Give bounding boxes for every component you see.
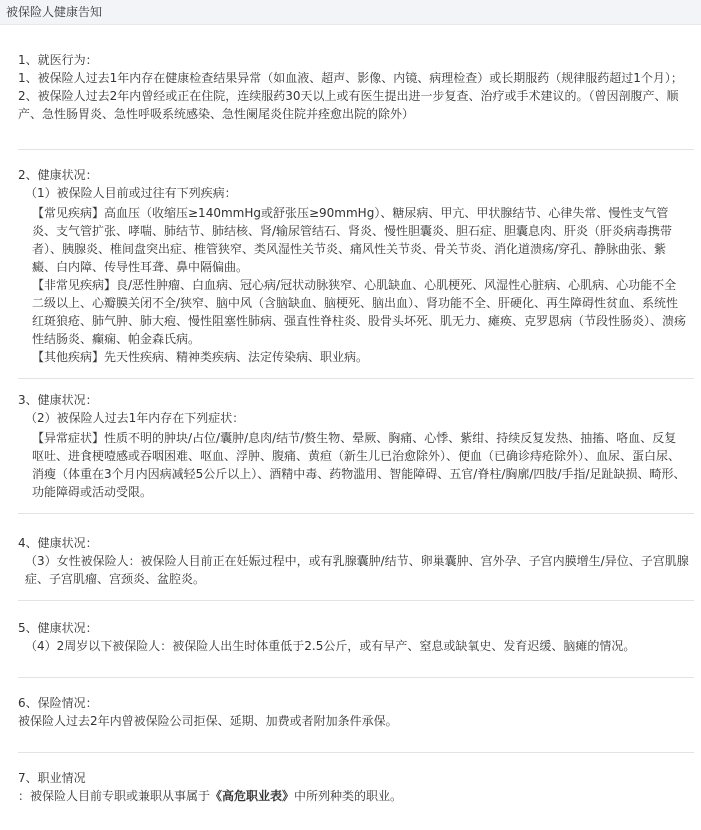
section-text: （4）2周岁以下被保险人：被保险人出生时体重低于2.5公斤，或有早产、窒息或缺氧史、发育迟缓、脑瘫的情况。 [25,639,636,653]
section-heading: 3、健康状况： [18,393,98,407]
common-diseases: 【常见疾病】高血压（收缩压≥140mmHg或舒张压≥90mmHg）、糖尿病、甲亢、甲状腺结节、心律失常、慢性支气管炎、支气管扩张、哮喘、肺结节、肺结核、肾/输尿管结石、肾炎、慢性胆囊炎、胆石症、胆囊息肉、肝炎（肝炎病毒携带者）、胰腺炎、椎间盘突出症、椎管狭窄、类风湿性关节炎、痛风性关节炎、骨关节炎、消化道溃疡/穿孔、静脉曲张、紫癜、白内障、传导性耳聋、鼻中隔偏曲。 [32,206,673,274]
high-risk-occupation-link[interactable]: 《高危职业表》 [210,789,295,803]
abnormal-symptoms: 【异常症状】性质不明的肿块/占位/囊肿/息肉/结节/赘生物、晕厥、胸痛、心悸、紫绀、持续反复发热、抽搐、咯血、反复呕吐、进食梗噎感或吞咽困难、呕血、浮肿、腹痛、黄疸（新生儿已治愈除外）、便血（已确诊痔疮除外）、血尿、蛋白尿、消瘦（体重在3个月内因病减轻5公斤以上）、酒精中毒、药物滥用、智能障碍、五官/脊柱/胸廓/四肢/手指/足趾缺损、畸形、功能障碍或活动受限。 [32,431,686,499]
disease-list [18,204,694,366]
section-heading: 4、健康状况： [18,536,98,550]
section-text: （3）女性被保险人：被保险人目前正在妊娠过程中，或有乳腺囊肿/结节、卵巢囊肿、宫外孕、子宫内膜增生/异位、子宫肌腺症、子宫肌瘤、宫颈炎、盆腔炎。 [25,554,689,586]
page-title: 被保险人健康告知 [0,0,701,25]
section-medical-behavior [18,25,694,150]
occupation-text-before: ：被保险人目前专职或兼职从事属于 [18,789,211,803]
section-subheading: （1）被保险人目前或过往有下列疾病： [25,186,237,200]
list-item: 1、被保险人过去1年内存在健康检查结果异常（如血液、超声、影像、内镜、病理检查）或长期服药（规律服药超过1个月）； [18,71,683,85]
section-heading: 2、健康状况： [18,168,98,182]
section-health-symptoms [18,379,694,514]
section-heading: 7、职业情况 [18,771,86,785]
section-text [18,787,694,805]
uncommon-diseases: 【非常见疾病】良/恶性肿瘤、白血病、冠心病/冠状动脉狭窄、心肌缺血、心肌梗死、风湿性心脏病、心肌病、心功能不全二级以上、心瓣膜关闭不全/狭窄、脑中风（含脑缺血、脑梗死、脑出血）、肾功能不全、肝硬化、再生障碍性贫血、系统性红斑狼疮、肺气肿、肺大疱、慢性阻塞性肺病、强直性脊柱炎、股骨头坏死、肌无力、瘫痪、克罗恩病（节段性肠炎）、溃疡性结肠炎、癫痫、帕金森氏病。 [32,278,687,346]
symptom-list [18,429,694,501]
section-health-female [18,514,694,601]
section-insurance-history [18,678,694,753]
section-subheading: （2）被保险人过去1年内存在下列症状： [25,411,245,425]
section-heading: 6、保险情况： [18,696,98,710]
section-health-diseases [18,150,694,379]
occupation-text-after: 中所列种类的职业。 [294,789,403,803]
section-heading: 1、就医行为： [18,53,98,67]
section-text: 被保险人过去2年内曾被保险公司拒保、延期、加费或者附加条件承保。 [18,714,398,728]
section-occupation [18,753,694,817]
section-health-infant [18,601,694,678]
health-notice-content [0,25,694,817]
list-item: 2、被保险人过去2年内曾经或正在住院，连续服药30天以上或有医生提出进一步复查、治疗或手术建议的。（曾因剖腹产、顺产、急性肠胃炎、急性呼吸系统感染、急性阑尾炎住院并痊愈出院的除外） [18,89,679,121]
other-diseases: 【其他疾病】先天性疾病、精神类疾病、法定传染病、职业病。 [32,350,369,364]
section-heading: 5、健康状况： [18,621,98,635]
